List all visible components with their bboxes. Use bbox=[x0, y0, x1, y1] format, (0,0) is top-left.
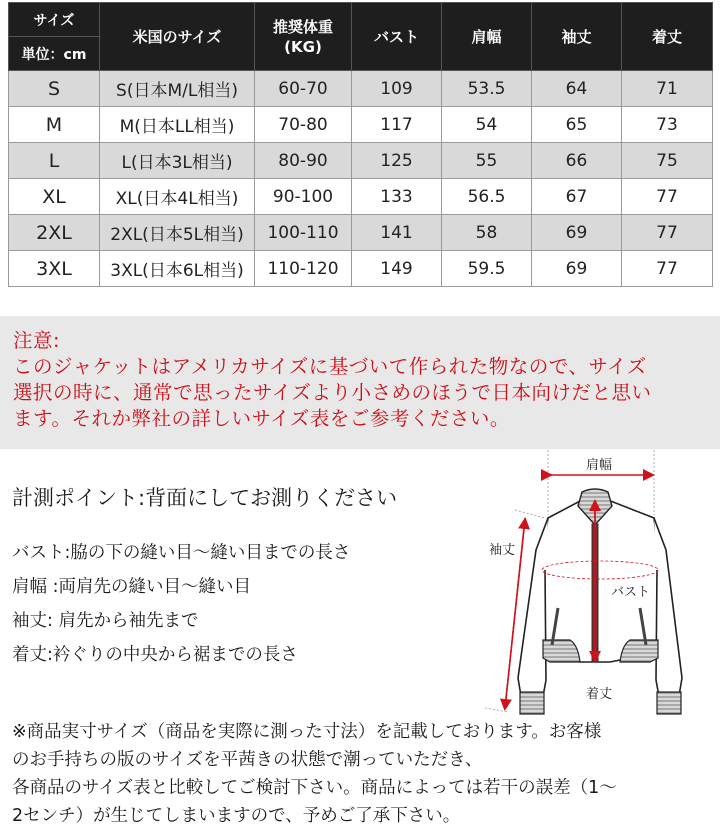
cell-length: 77 bbox=[622, 215, 713, 251]
us-size-header: 米国のサイズ bbox=[100, 3, 255, 71]
table-row bbox=[9, 143, 713, 179]
bust-header: バスト bbox=[352, 3, 442, 71]
cell-shoulder: 56.5 bbox=[442, 179, 532, 215]
footer-line: ※商品実寸サイズ（商品を実際に測った寸法）を記載しております。お客様 bbox=[12, 722, 602, 742]
cell-size: XL bbox=[9, 179, 100, 215]
cell-size: 3XL bbox=[9, 251, 100, 287]
cell-us-size: XL(日本4L相当) bbox=[100, 179, 255, 215]
cell-sleeve: 67 bbox=[532, 179, 622, 215]
cell-length: 75 bbox=[622, 143, 713, 179]
cell-weight: 80-90 bbox=[255, 143, 352, 179]
cell-length: 77 bbox=[622, 251, 713, 287]
caution-note bbox=[0, 316, 720, 449]
cell-length: 71 bbox=[622, 71, 713, 107]
measurement-item-sleeve: 袖丈: 肩先から袖先まで bbox=[12, 611, 199, 631]
cell-size: L bbox=[9, 143, 100, 179]
weight-header-line2: (KG) bbox=[284, 37, 322, 56]
cell-sleeve: 66 bbox=[532, 143, 622, 179]
caution-line: 選択の時に、通常で思ったサイズより小さめのほうで日本向けだと思い bbox=[13, 381, 652, 404]
diagram-label-length: 着丈 bbox=[586, 687, 613, 702]
measurement-item-shoulder: 肩幅 :両肩先の縫い目〜縫い目 bbox=[12, 577, 251, 597]
cell-shoulder: 54 bbox=[442, 107, 532, 143]
caution-heading: 注意: bbox=[13, 329, 61, 352]
cell-weight: 90-100 bbox=[255, 179, 352, 215]
cell-sleeve: 64 bbox=[532, 71, 622, 107]
table-row bbox=[9, 107, 713, 143]
footer-line: のお手持ちの版のサイズを平茜きの状態で潮っていただき、 bbox=[12, 750, 483, 770]
cell-bust: 109 bbox=[352, 71, 442, 107]
weight-header-line1: 推奨体重 bbox=[272, 17, 333, 36]
jacket-illustration-icon bbox=[470, 440, 720, 720]
diagram-label-bust: バスト bbox=[611, 585, 651, 600]
cell-size: S bbox=[9, 71, 100, 107]
caution-line: ます。それか弊社の詳しいサイズ表をご参考ください。 bbox=[13, 407, 510, 430]
shoulder-header: 肩幅 bbox=[442, 3, 532, 71]
measurement-list bbox=[12, 536, 350, 672]
unit-header: 単位：cm bbox=[9, 37, 100, 71]
cell-bust: 133 bbox=[352, 179, 442, 215]
measurement-title: 計測ポイント:背面にしてお測りください bbox=[12, 486, 398, 510]
cell-bust: 149 bbox=[352, 251, 442, 287]
cell-bust: 125 bbox=[352, 143, 442, 179]
cell-shoulder: 58 bbox=[442, 215, 532, 251]
table-row bbox=[9, 215, 713, 251]
sleeve-header: 袖丈 bbox=[532, 3, 622, 71]
cell-bust: 117 bbox=[352, 107, 442, 143]
cell-weight: 100-110 bbox=[255, 215, 352, 251]
jacket-measurement-diagram bbox=[470, 440, 720, 720]
footer-line: 2センチ）が生じてしまいますので、予めご了承下さい。 bbox=[12, 806, 461, 826]
cell-us-size: 2XL(日本5L相当) bbox=[100, 215, 255, 251]
table-row bbox=[9, 251, 713, 287]
cell-shoulder: 53.5 bbox=[442, 71, 532, 107]
diagram-label-shoulder: 肩幅 bbox=[586, 458, 613, 473]
table-row bbox=[9, 179, 713, 215]
cell-size: 2XL bbox=[9, 215, 100, 251]
cell-shoulder: 59.5 bbox=[442, 251, 532, 287]
size-chart-table bbox=[8, 2, 713, 287]
measurement-item-length: 着丈:衿ぐりの中央から裾までの長さ bbox=[12, 645, 298, 665]
cell-us-size: M(日本LL相当) bbox=[100, 107, 255, 143]
cell-weight: 60-70 bbox=[255, 71, 352, 107]
cell-sleeve: 65 bbox=[532, 107, 622, 143]
cell-us-size: S(日本M/L相当) bbox=[100, 71, 255, 107]
cell-us-size: L(日本3L相当) bbox=[100, 143, 255, 179]
measurement-item-bust: バスト:脇の下の縫い目〜縫い目までの長さ bbox=[12, 543, 351, 563]
cell-shoulder: 55 bbox=[442, 143, 532, 179]
cell-weight: 70-80 bbox=[255, 107, 352, 143]
size-header: サイズ bbox=[9, 3, 100, 37]
table-row bbox=[9, 71, 713, 107]
diagram-label-sleeve: 袖丈 bbox=[489, 543, 516, 558]
caution-line: このジャケットはアメリカサイズに基づいて作られた物なので、サイズ bbox=[13, 355, 647, 378]
footer-disclaimer bbox=[12, 718, 712, 830]
cell-us-size: 3XL(日本6L相当) bbox=[100, 251, 255, 287]
cell-weight: 110-120 bbox=[255, 251, 352, 287]
length-header: 着丈 bbox=[622, 3, 713, 71]
cell-sleeve: 69 bbox=[532, 251, 622, 287]
footer-line: 各商品のサイズ表と比較してご検討下さい。商品によっては若干の誤差（1〜 bbox=[12, 778, 617, 798]
cell-size: M bbox=[9, 107, 100, 143]
cell-length: 77 bbox=[622, 179, 713, 215]
cell-length: 73 bbox=[622, 107, 713, 143]
cell-bust: 141 bbox=[352, 215, 442, 251]
cell-sleeve: 69 bbox=[532, 215, 622, 251]
weight-header bbox=[255, 3, 352, 71]
